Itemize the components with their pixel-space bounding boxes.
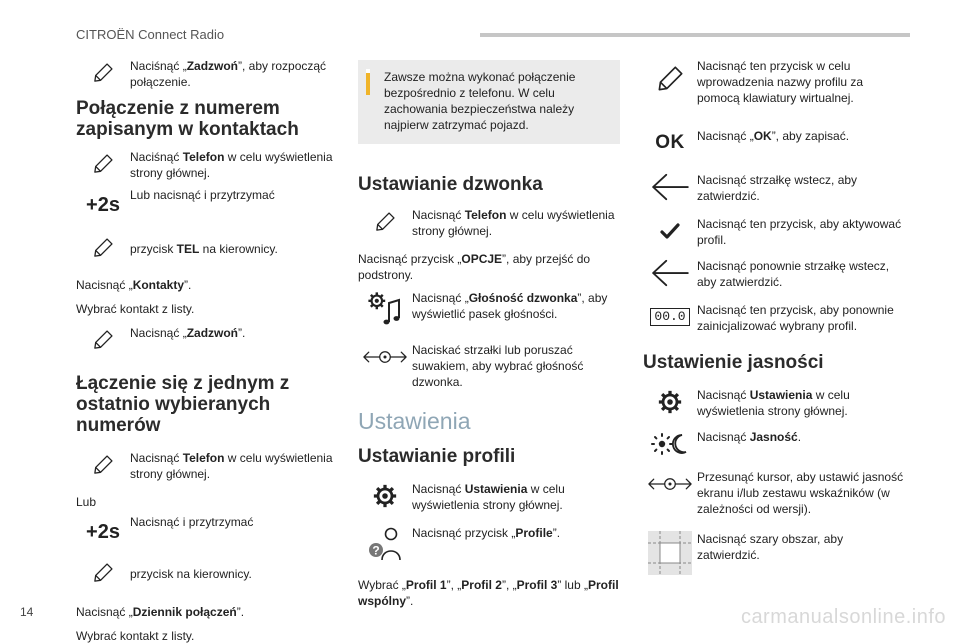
- text-ring-volume: Nacisnąć „Głośność dzwonka”, aby wyświetlić pasek głośności.: [412, 291, 608, 321]
- row-wheel: [76, 556, 338, 596]
- text-reset: Nacisnąć ten przycisk, aby ponownie zainicjalizować wybrany profil.: [697, 303, 894, 333]
- pencil-icon: [76, 323, 130, 357]
- column-1: [76, 56, 338, 644]
- grey-area-icon: [643, 529, 697, 577]
- heading-settings: Ustawienia: [358, 408, 471, 434]
- row-settings: [643, 385, 905, 427]
- row-slider: [358, 340, 620, 396]
- row-ok: [643, 126, 905, 170]
- text-slider: Przesunąć kursor, aby ustawić jasność ekranu i/lub zestawu wskaźników (w zależności od wersji).: [697, 470, 904, 516]
- checkmark-icon: [643, 214, 697, 248]
- watermark: carmanualsonline.info: [740, 606, 946, 628]
- row-profile-name: [643, 56, 905, 116]
- pencil-icon: [76, 556, 130, 590]
- pencil-icon: [76, 231, 130, 265]
- profile-icon: [358, 523, 412, 565]
- heading-brightness: Ustawienie jasności: [643, 352, 824, 373]
- heading-contacts: Połączenie z numerem zapisanym w kontaktach: [76, 98, 299, 140]
- row-call: [76, 56, 338, 96]
- text-ok: Nacisnąć „OK”, aby zapisać.: [697, 129, 850, 143]
- pencil-icon: [76, 56, 130, 90]
- row-brightness: [643, 427, 905, 467]
- text-profile-name: Nacisnąć ten przycisk w celu wprowadzenia nazwy profilu za pomocą klawiatury wirtualnej.: [697, 59, 864, 105]
- text-slider: Naciskać strzałki lub poruszać suwakiem, aby wybrać głośność dzwonka.: [412, 343, 584, 389]
- text-profile: Nacisnąć przycisk „Profile”.: [412, 526, 561, 540]
- ringtone-settings-icon: [358, 288, 412, 330]
- slider-icon: [358, 340, 412, 374]
- row-activate: [643, 214, 905, 256]
- row-hold-2: [76, 512, 338, 556]
- text-wheel: przycisk na kierownicy.: [130, 567, 252, 581]
- row-settings: [358, 479, 620, 521]
- text-options: Nacisnąć przycisk „OPCJE”, aby przejść do podstrony.: [358, 252, 591, 282]
- row-profile: [358, 523, 620, 567]
- svg-text:?: ?: [372, 543, 380, 558]
- brightness-icon: [643, 427, 697, 461]
- text-grey-area: Nacisnąć szary obszar, aby zatwierdzić.: [697, 532, 844, 562]
- text-phone-2: Nacisnąć Telefon w celu wyświetlenia strony głównej.: [130, 451, 333, 481]
- text-or: Lub: [76, 495, 97, 509]
- text-select-contact: Wybrać kontakt z listy.: [76, 302, 195, 316]
- row-phone: [76, 147, 338, 185]
- gear-icon: [358, 479, 412, 513]
- text-hold: Lub nacisnąć i przytrzymać: [130, 188, 275, 202]
- page-header-title: CITROËN Connect Radio: [76, 27, 225, 42]
- pencil-icon: [76, 147, 130, 181]
- info-text: Zawsze można wykonać połączenie bezpośrednio z telefonu. W celu zachowania bezpieczeństwa należy najpierw zatrzymać pojazd.: [384, 70, 576, 132]
- text-call-2: Nacisnąć „Zadzwoń”.: [130, 326, 246, 340]
- gear-icon: [643, 385, 697, 419]
- column-3: [643, 56, 905, 579]
- row-back: [643, 170, 905, 214]
- row-ring-volume: [358, 288, 620, 336]
- row-slider: [643, 467, 905, 529]
- pencil-icon: [76, 448, 130, 482]
- text-settings: Nacisnąć Ustawienia w celu wyświetlenia strony głównej.: [412, 482, 565, 512]
- tel-button-icon: +2s: [86, 520, 120, 543]
- text-back: Nacisnąć strzałkę wstecz, aby zatwierdzić.: [697, 173, 858, 203]
- text-phone: Nacisnąć Telefon w celu wyświetlenia strony głównej.: [412, 208, 615, 238]
- info-icon: [366, 69, 370, 95]
- row-reset: [643, 300, 905, 344]
- row-call-2: [76, 323, 338, 357]
- heading-ringtone: Ustawianie dzwonka: [358, 174, 543, 195]
- text-contacts: Nacisnąć „Kontakty”.: [76, 278, 192, 292]
- text-settings: Nacisnąć Ustawienia w celu wyświetlenia strony głównej.: [697, 388, 850, 418]
- row-phone-2: [76, 448, 338, 490]
- text-tel: przycisk TEL na kierownicy.: [130, 242, 278, 256]
- ok-icon: OK: [655, 132, 685, 153]
- back-arrow-icon: [643, 170, 697, 204]
- text-back-2: Nacisnąć ponownie strzałkę wstecz, aby zatwierdzić.: [697, 259, 890, 289]
- reset-counter-icon: 00.0: [643, 300, 697, 334]
- row-tel: [76, 231, 338, 273]
- pencil-icon: [358, 205, 412, 239]
- heading-recent: Łączenie się z jednym z ostatnio wybieranych numerów: [76, 373, 290, 436]
- text-activate: Nacisnąć ten przycisk, aby aktywować profil.: [697, 217, 902, 247]
- row-back-2: [643, 256, 905, 300]
- row-phone: [358, 205, 620, 247]
- column-2: [358, 60, 620, 609]
- row-grey-area: [643, 529, 905, 579]
- text-call: Naciśnąć „Zadzwoń”, aby rozpocząć połączenie.: [130, 59, 327, 89]
- tel-button-icon: +2s: [86, 193, 120, 216]
- back-arrow-icon: [643, 256, 697, 290]
- row-hold: [76, 185, 338, 231]
- heading-profiles: Ustawianie profili: [358, 446, 516, 467]
- pencil-icon: [643, 56, 697, 102]
- text-hold-2: Nacisnąć i przytrzymać: [130, 515, 254, 529]
- text-brightness: Nacisnąć Jasność.: [697, 430, 802, 444]
- page-number: 14: [20, 605, 34, 619]
- text-choose-profile: Wybrać „Profil 1”, „Profil 2”, „Profil 3” lub „Profil wspólny”.: [358, 578, 619, 608]
- info-box: [358, 60, 620, 144]
- text-select-contact-2: Wybrać kontakt z listy.: [76, 629, 195, 643]
- header-divider: [480, 33, 910, 37]
- text-call-log: Nacisnąć „Dziennik połączeń”.: [76, 605, 245, 619]
- text-phone: Naciśnąć Telefon w celu wyświetlenia strony głównej.: [130, 150, 333, 180]
- slider-icon: [643, 467, 697, 501]
